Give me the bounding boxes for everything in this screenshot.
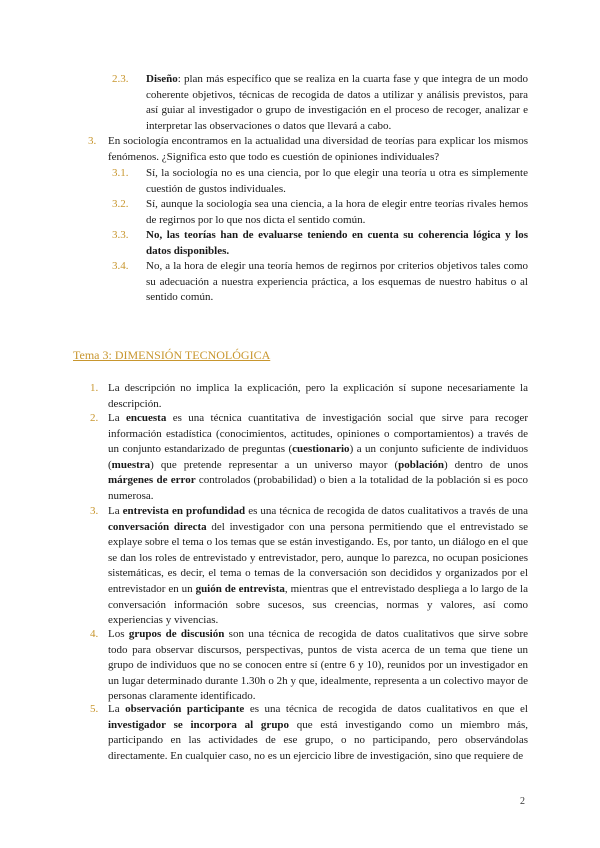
- item-number-2-3: 2.3.: [112, 73, 129, 85]
- tema3-item-4-part: son una técnica de recogida de datos cualitativos que sirve sobre todo para observar discursos, perspectivas, puntos de vista acerca de un tema que tiene un grupo de individuos que no se conocen entre sí (entre 6 y 10), reunidos por un investigador en un lugar determinado durante 1.30h o 2h y que, idealmente, representa a un colectivo mayor de personas claramente identificado.: [108, 628, 528, 703]
- term-observacion-participante: observación participante: [125, 703, 245, 715]
- tema3-item-2-part: ) a un conjunto suficiente de individuos (: [108, 443, 528, 471]
- tema3-item-3-part: , mientras que el entrevistado despliega a lo largo de la conversación información sobre sucesos, sus creencias, normas y valores, así como experiencias y vivencias.: [108, 582, 528, 627]
- term-cuestionario: cuestionario: [292, 443, 350, 456]
- tema3-item-1-text: [108, 381, 528, 412]
- tema3-item-3-part: La: [108, 505, 123, 517]
- tema3-item-2-part: es una técnica cuantitativa de investigación social que sirve para recoger información estadística (conocimientos, actitudes, opiniones o comportamientos) a través de un conjunto estandarizado de preguntas (: [108, 412, 528, 456]
- tema3-item-2-part: La: [108, 412, 126, 424]
- term-poblacion: población: [398, 458, 444, 471]
- option-3-1-number: 3.1.: [112, 167, 129, 179]
- tema3-item-4-part: Los: [108, 628, 129, 640]
- tema3-item-2-number: 2.: [90, 412, 99, 424]
- question-3-number: 3.: [88, 135, 97, 147]
- tema3-item-5-part: es una técnica de recogida de datos cualitativos en que el: [244, 703, 528, 715]
- item-2-3-body: : plan más específico que se realiza en la cuarta fase y que integra de un modo coherente objetivos, técnicas de recogida de datos a utilizar y análisis previstos, para así guiar al investigador o grupo de investigación en el proceso de recoger, analizar e interpretar las observaciones o datos que llevará a cabo.: [146, 73, 528, 132]
- tema3-item-5-number: 5.: [90, 703, 99, 715]
- tema3-item-5-part: La: [108, 703, 126, 715]
- option-3-4-text: No, a la hora de elegir una teoría hemos de regirnos por criterios objetivos tales como su adecuación a nuestra experiencia práctica, a los esquemas de nuestro habitus o al sentido común.: [146, 260, 528, 304]
- tema3-item-2-part: ) que pretende representar a un universo mayor (: [150, 458, 399, 471]
- item-2-3-term: Diseño: [146, 73, 178, 85]
- term-grupos-de-discusion: grupos de discusión: [128, 628, 225, 640]
- tema3-item-3-text: [108, 504, 528, 629]
- tema3-item-4-number: 4.: [90, 628, 99, 640]
- question-3-text: En sociología encontramos en la actualidad una diversidad de teorías para explicar los mismos fenómenos. ¿Significa esto que todo es cuestión de opiniones individuales?: [108, 135, 528, 163]
- tema3-item-5-text: [108, 702, 528, 764]
- tema3-item-3-number: 3.: [90, 505, 99, 517]
- section-heading-tema-3: Tema 3: DIMENSIÓN TECNOLÓGICA: [73, 348, 271, 362]
- term-margenes-de-error: márgenes de error: [108, 474, 196, 487]
- option-3-3-text: No, las teorías han de evaluarse teniendo en cuenta su coherencia lógica y los datos disponibles.: [146, 229, 528, 257]
- item-2-3-text: [146, 72, 528, 134]
- option-3-2-text: Sí, aunque la sociología sea una ciencia, a la hora de elegir entre teorías rivales hemos de regirnos por lo que nos dicta el sentido común.: [146, 198, 528, 226]
- tema3-item-4-text: [108, 627, 528, 705]
- tema3-item-1-body: La descripción no implica la explicación, pero la explicación sí supone necesariamente la descripción.: [108, 382, 528, 410]
- term-conversacion-directa: conversación directa: [108, 520, 207, 533]
- option-3-2-number: 3.2.: [112, 198, 129, 210]
- tema3-item-3-part: es una técnica de recogida de datos cualitativos a través de una: [245, 505, 528, 517]
- page-number: 2: [520, 796, 525, 807]
- tema3-item-5-part: que está investigando como un miembro más, participando en las actividades de ese grupo, o no participando, pero observándolas directamente. En cualquier caso, no es un ejercicio libre de investigación, sino que requiere de: [108, 718, 528, 762]
- tema3-item-2-part: controlados (probabilidad) o bien a la totalidad de la población si es poco numerosa.: [108, 474, 528, 502]
- term-muestra: muestra: [111, 458, 151, 471]
- tema3-item-3-part: del investigador con una persona permitiendo que el entrevistado se explaye sobre el tema o los temas que se están investigando. Es, por tanto, un diálogo en el que se dan los roles de entrevistado y entrevistador, pero, aunque lo parezca, no ocupan posiciones sistemáticas, es decir, el tema o temas de la conversación son decididos y organizados por el entrevistador en un: [108, 520, 528, 595]
- tema3-item-2-text: [108, 411, 528, 505]
- term-guion-de-entrevista: guión de entrevista: [195, 582, 285, 595]
- tema3-item-1-number: 1.: [90, 382, 99, 394]
- option-3-1-text: Sí, la sociología no es una ciencia, por lo que elegir una teoría u otra es simplemente cuestión de gustos individuales.: [146, 167, 528, 195]
- option-3-4-number: 3.4.: [112, 260, 129, 272]
- term-encuesta: encuesta: [126, 412, 167, 424]
- term-investigador-se-incorpora: investigador se incorpora al grupo: [108, 718, 290, 731]
- tema3-item-2-part: ) dentro de unos: [444, 458, 528, 471]
- term-entrevista-en-profundidad: entrevista en profundidad: [122, 505, 246, 517]
- option-3-3-number: 3.3.: [112, 229, 129, 241]
